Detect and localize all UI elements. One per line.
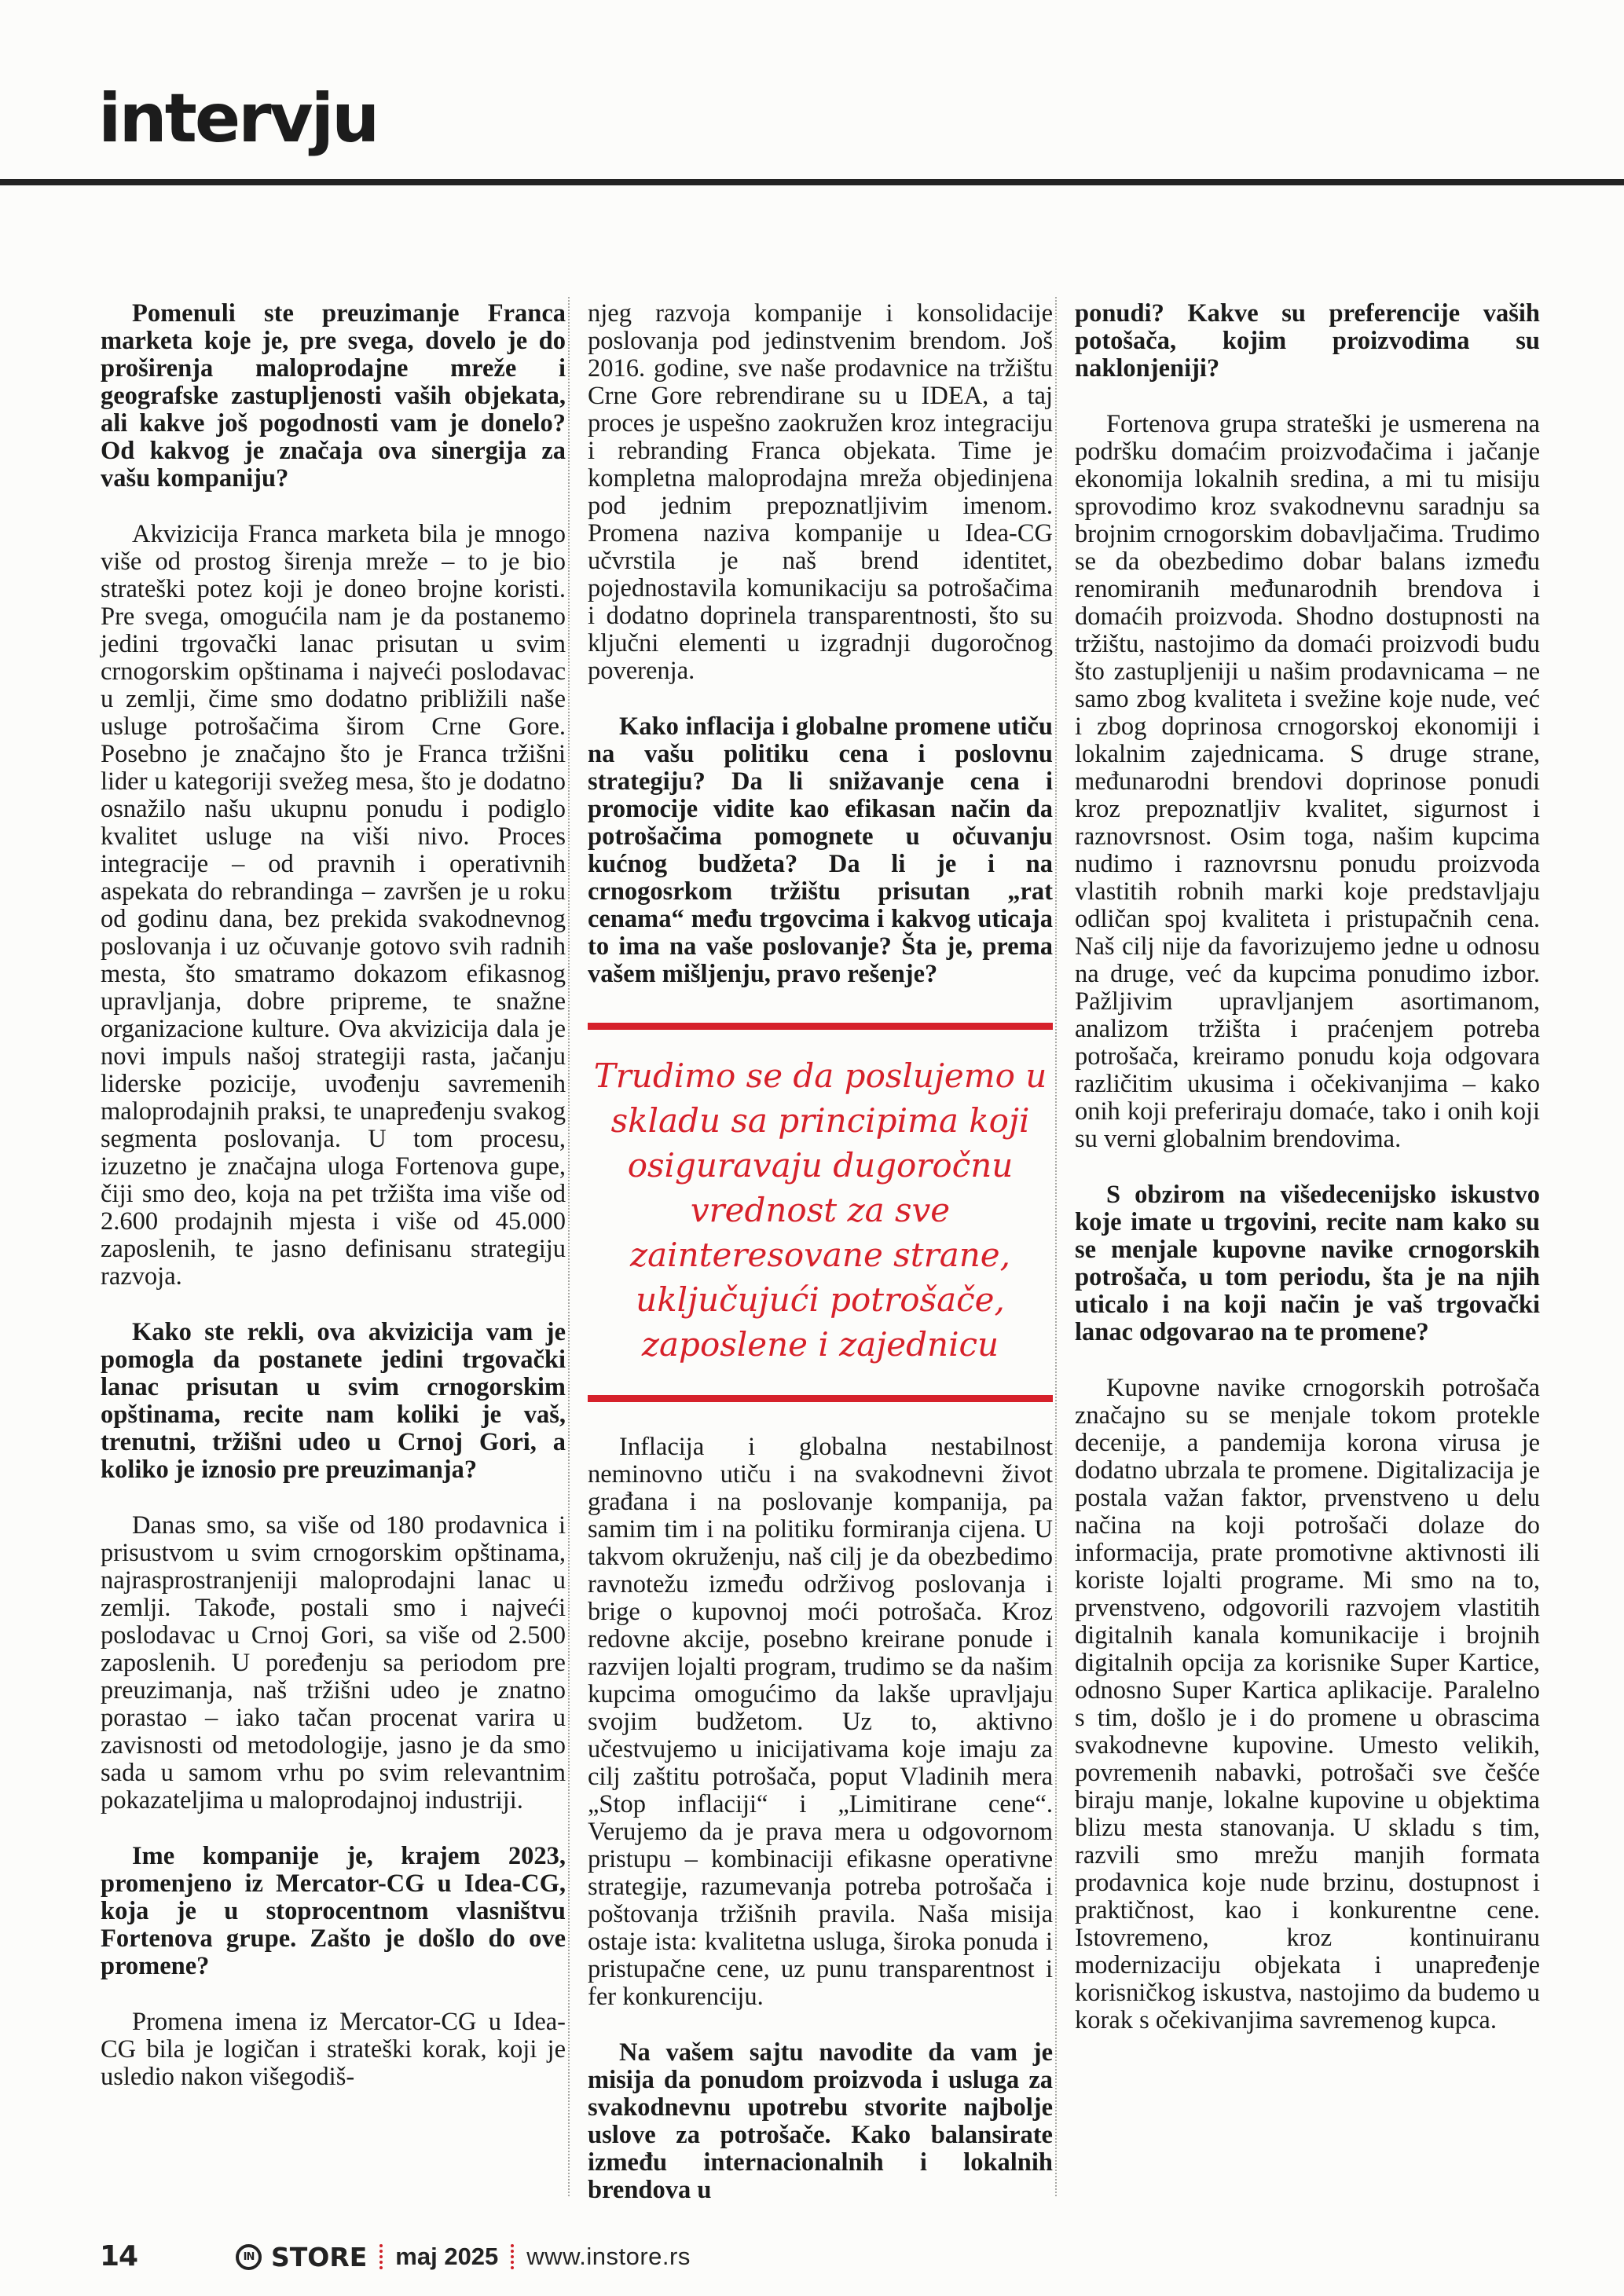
question-paragraph: S obzirom na višedecenijsko iskustvo koje imate u trgovini, recite nam kako su se menjale kupovne navike crnogorskih potrošača, u tom periodu, šta je na njih uticalo i na koji način je vaš trgovački lanac odgovarao na te promene?	[1075, 1181, 1540, 1346]
column-divider	[1055, 297, 1057, 2196]
answer-paragraph: Fortenova grupa strateški je usmerena na podršku domaćim proizvođačima i jačanje ekonomija lokalnih sredina, a mi tu misiju sprovodimo kroz svakodnevnu saradnju sa brojnim crnogorskim dobavljačima. Trudimo se da obezbedimo dobar balans između renomiranih međunarodnih brendova i domaćih proizvoda. Shodno dostupnosti na tržištu, nastojimo da domaći proizvodi budu što zastupljeniji u našim prodavnicama – ne samo zbog kvaliteta i svežine koje nude, već i zbog doprinosa crnogorskoj ekonomiji i lokalnim zajednicama. S druge strane, međunarodni brendovi doprinose ponudi kroz prepoznatljiv kvalitet, sigurnost i raznovrsnost. Osim toga, našim kupcima nudimo i raznovrsnu ponudu proizvoda vlastitih robnih marki koje predstavljaju odličan spoj kvaliteta i pristupačnih cena. Naš cilj nije da favorizujemo jedne u odnosu na druge, već da kupcima ponudimo izbor. Pažljivim upravljanjem asortimanom, analizom tržišta i praćenjem potreba potrošača, kreiramo ponudu koja odgovara različitim ukusima i očekivanjima – kako onih koji preferiraju domaće, tako i onih koji su verni globalnim brendovima.	[1075, 410, 1540, 1153]
text-column-2	[588, 300, 1053, 2204]
text-column-1	[101, 300, 566, 2091]
page-footer	[0, 2237, 1624, 2276]
section-title: intervju	[98, 79, 378, 158]
question-paragraph: Kako inflacija i globalne promene utiču na vašu politiku cena i poslovnu strategiju? Da li snižavanje cena i promocije vidite kao efikasan način da potrošačima pomognete u očuvanju kućnog budžeta? Da li je i na crnogosrkom tržištu prisutan „rat cenama“ među trgovcima i kakvog uticaja to ima na vaše poslovanje? Šta je, prema vašem mišljenju, pravo rešenje?	[588, 712, 1053, 988]
column-divider	[568, 297, 570, 2196]
store-logo-text: STORE	[271, 2241, 368, 2272]
question-paragraph-continuation: ponudi? Kakve su preferencije vaših potošača, kojim proizvodima su naklonjeniji?	[1075, 299, 1540, 383]
question-paragraph: Na vašem sajtu navodite da vam je misija da ponudom proizvoda i usluga za svakodnevnu upotrebu stvorite najbolje uslove za potrošače. Kako balansirate između internacionalnih i lokalnih brendova u	[588, 2038, 1053, 2204]
question-paragraph: Kako ste rekli, ova akvizicija vam je pomogla da postanete jedini trgovački lanac prisutan u svim crnogorskim opštinama, recite nam koliki je vaš, trenutni, tržišni udeo u Crnoj Gori, a koliko je iznosio pre preuzimanja?	[101, 1318, 566, 1484]
answer-paragraph: Promena imena iz Mercator-CG u Idea-CG bila je logičan i strateški korak, koji je usledio nakon višegodiš-	[101, 2008, 566, 2091]
answer-paragraph: Danas smo, sa više od 180 prodavnica i prisustvom u svim crnogorskim opštinama, najrasprostranjeniji maloprodajni lanac u zemlji. Takođe, postali smo i najveći poslodavac u Crnoj Gori, sa više od 2.500 zaposlenih. U poređenju sa periodom pre preuzimanja, naš tržišni udeo je znatno porastao – iako tačan procenat varira u zavisnosti od metodologije, jasno je da smo sada u samom vrhu po svim relevantnim pokazateljima u maloprodajnoj industriji.	[101, 1511, 566, 1814]
question-paragraph: Ime kompanije je, krajem 2023, promenjeno iz Mercator-CG u Idea-CG, koja je u stoprocentnom vlasništvu Fortenova grupe. Zašto je došlo do ove promene?	[101, 1842, 566, 1980]
answer-paragraph: Akvizicija Franca marketa bila je mnogo više od prostog širenja mreže – to je bio strateški potez koji je doneo brojne koristi. Pre svega, omogućila nam je da postanemo jedini trgovački lanac prisutan u svim crnogorskim opštinama i najveći poslodavac u zemlji, čime smo dodatno približili naše usluge potrošačima širom Crne Gore. Posebno je značajno što je Franca tržišni lider u kategoriji svežeg mesa, što je dodatno osnažilo našu ukupnu ponudu i podiglo kvalitet usluge na viši nivo. Proces integracije – od pravnih i operativnih aspekata do rebrandinga – završen je u roku od godinu dana, bez prekida svakodnevnog poslovanja i uz očuvanje gotovo svih radnih mesta, što smatramo dokazom efikasnog upravljanja, dobre pripreme, te snažne organizacione kulture. Ova akvizicija dala je novi impuls našoj strategiji rasta, jačanju liderske pozicije, uvođenju savremenih maloprodajnih praksi, te unapređenju svakog segmenta poslovanja. U tom procesu, izuzetno je značajna uloga Fortenova gupe, čiji smo deo, koja na pet tržišta ima više od 2.600 prodajnih mjesta i više od 45.000 zaposlenih, te jasno definisanu strategiju razvoja.	[101, 520, 566, 1291]
answer-paragraph: Inflacija i globalna nestabilnost neminovno utiču i na svakodnevni život građana i na poslovanje kompanija, pa samim tim i na politiku formiranja cijena. U takvom okruženju, naš cilj je da obezbedimo ravnotežu između održivog poslovanja i brige o kupovnoj moći potrošača. Kroz redovne akcije, posebno kreirane ponude i razvijen lojalti program, trudimo se da našim kupcima omogućimo da lakše upravljaju svojim budžetom. Uz to, aktivno učestvujemo u inicijativama koje imaju za cilj zaštitu potrošača, poput Vladinih mera „Stop inflaciji“ i „Limitirane cene“. Verujemo da je prava mera u odgovornom pristupu – kombinaciji efikasne operativne strategije, razumevanja potreba potrošača i poštovanja tržišnih pravila. Naša misija ostaje ista: kvalitetna usluga, široka ponuda i pristupačne cene, uz punu transparentnost i fer konkurenciju.	[588, 1433, 1053, 2011]
question-paragraph: Pomenuli ste preuzimanje Franca marketa koje je, pre svega, dovelo je do proširenja maloprodajne mreže i geografske zastupljenosti vaših objekata, ali kakve još pogodnosti vam je donelo? Od kakvog je značaja ova sinergija za vašu kompaniju?	[101, 299, 566, 493]
footer-separator-icon	[379, 2244, 383, 2269]
pull-quote: Trudimo se da poslujemo u skladu sa principima koji osiguravaju dugoročnu vrednost za sve zainteresovane strane, uključujući potrošače, zaposlene i zajednicu	[588, 1023, 1053, 1402]
answer-paragraph-continuation: njeg razvoja kompanije i konsolidacije poslovanja pod jedinstvenim brendom. Još 2016. godine, sve naše prodavnice na tržištu Crne Gore rebrendirane su u IDEA, a taj proces je uspešno zaokružen kroz integraciju i rebranding Franca objekata. Time je kompletna maloprodajna mreža objedinjena pod jednim prepoznatljivim imenom. Promena naziva kompanije u Idea-CG učvrstila je naš brend identitet, pojednostavila komunikaciju sa potrošačima i dodatno doprinela transparentnosti, što su ključni elementi u izgradnji dugoročnog poverenja.	[588, 299, 1053, 685]
instore-logo-icon: IN	[236, 2244, 262, 2270]
header-rule	[0, 179, 1624, 185]
issue-date: maj 2025	[395, 2243, 499, 2270]
answer-paragraph: Kupovne navike crnogorskih potrošača značajno su se menjale tokom protekle decenije, a pandemija korona virusa je dodatno ubrzala te promene. Digitalizacija je postala važan faktor, prvenstveno u delu načina na koji potrošači dolaze do informacija, prate promotivne aktivnosti ili koriste lojalti programe. Mi smo na to, prvenstveno, odgovorili razvojem vlastitih digitalnih kanala komunikacije i brojnih digitalnih opcija za korisnike Super Kartice, odnosno Super Kartica aplikacije. Paralelno s tim, došlo je i do promene u obrascima svakodnevne kupovine. Umesto velikih, povremenih nabavki, potrošači sve češće biraju manje, lokalne kupovine u objektima blizu mesta stanovanja. U skladu s tim, razvili smo mrežu manjih formata prodavnica koje nude brzinu, dostupnost i praktičnost, kao i konkurentne cene. Istovremeno, kroz kontinuiranu modernizaciju objekata i unapređenje korisničkog iskustva, nastojimo da budemo u korak s očekivanjima savremenog kupca.	[1075, 1374, 1540, 2034]
footer-separator-icon	[511, 2244, 514, 2269]
footer-brand	[236, 2237, 691, 2276]
text-column-3	[1075, 300, 1540, 2034]
website-link[interactable]: www.instore.rs	[526, 2243, 691, 2270]
page-number: 14	[100, 2240, 138, 2272]
